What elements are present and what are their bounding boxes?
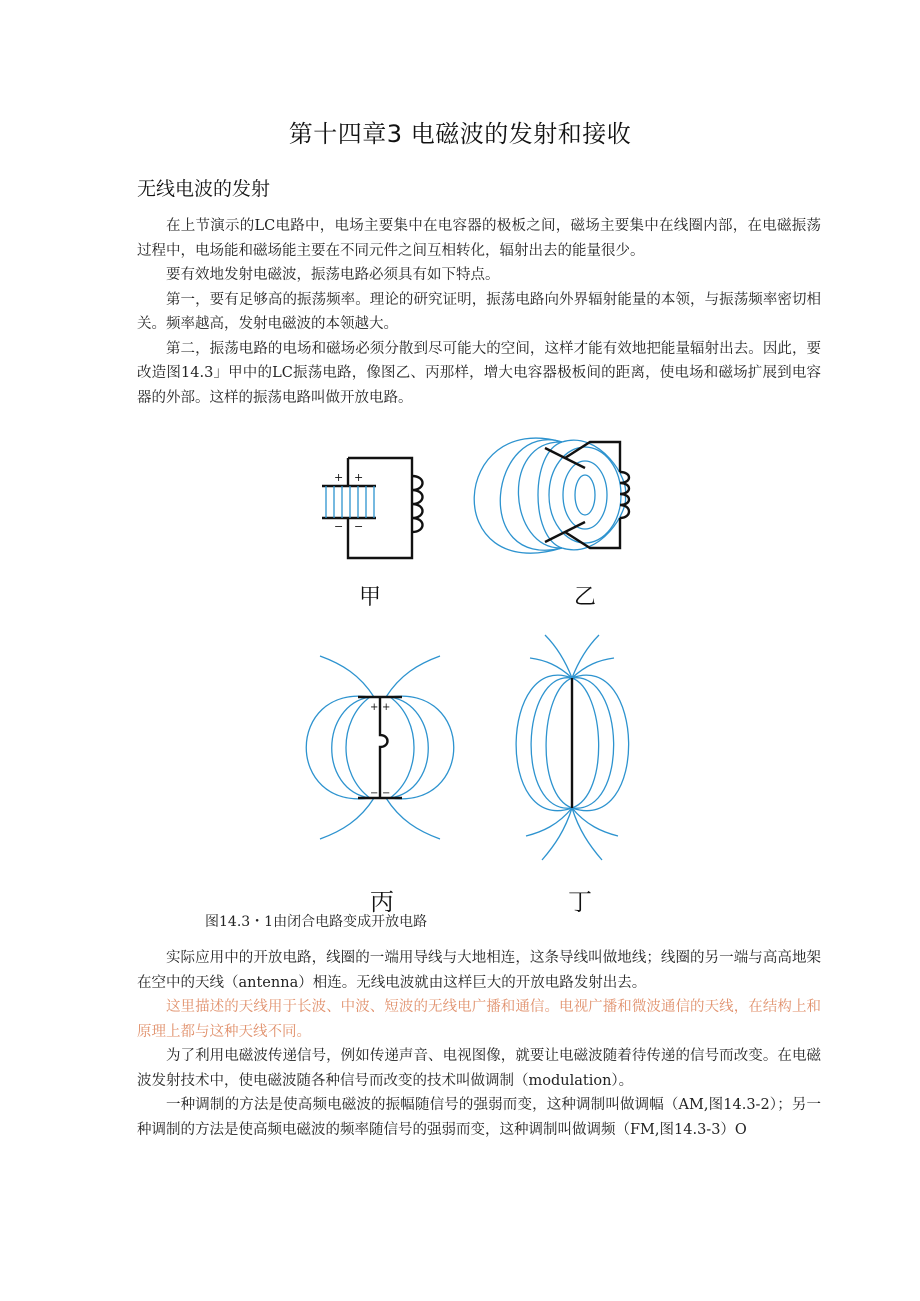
section-heading: 无线电波的发射	[137, 178, 271, 200]
plus-sign: +	[382, 702, 391, 713]
diagram-jia	[322, 458, 423, 558]
intro-text	[137, 214, 821, 410]
paragraph: 实际应用中的开放电路，线圈的一端用导线与大地相连，这条导线叫做地线；线圈的另一端与高高地架在空中的天线（antenna）相连。无线电波就由这样巨大的开放电路发射出去。	[137, 950, 821, 991]
label-yi: 乙	[573, 585, 597, 610]
diagram-bing	[306, 656, 454, 839]
paragraph: 第一，要有足够高的振荡频率。理论的研究证明，振荡电路向外界辐射能量的本领，与振荡频率密切相关。频率越高，发射电磁波的本领越大。	[137, 291, 821, 332]
label-ding: 丁	[568, 888, 592, 915]
label-jia: 甲	[358, 585, 382, 610]
plus-sign: +	[334, 471, 344, 484]
minus-sign: −	[370, 788, 379, 799]
page-title: 第十四章3 电磁波的发射和接收	[288, 120, 632, 148]
figure-caption: 图14.3・1由闭合电路变成开放电路	[205, 914, 428, 930]
paragraph: 第二，振荡电路的电场和磁场必须分散到尽可能大的空间，这样才能有效地把能量辐射出去。因此，要改造图14.3」甲中的LC振荡电路，像图乙、丙那样，增大电容器极板间的距离，使电场和磁场扩展到电容器的外部。这样的振荡电路叫做开放电路。	[137, 340, 821, 406]
minus-sign: −	[382, 788, 391, 799]
minus-sign: −	[354, 520, 364, 533]
paragraph: 要有效地发射电磁波，振荡电路必须具有如下特点。	[166, 267, 500, 283]
plus-sign: +	[370, 702, 379, 713]
paragraph: 在上节演示的LC电路中，电场主要集中在电容器的极板之间，磁场主要集中在线圈内部，在电磁振荡过程中，电场能和磁场能主要在不同元件之间互相转化，辐射出去的能量很少。	[137, 218, 821, 259]
minus-sign: −	[334, 520, 344, 533]
label-bing: 丙	[370, 888, 394, 915]
body-text	[137, 946, 821, 1142]
paragraph: 一种调制的方法是使高频电磁波的振幅随信号的强弱而变，这种调制叫做调幅（AM,图14.3-2）；另一种调制的方法是使高频电磁波的频率随信号的强弱而变，这种调制叫做调频（FM,图14.3-3）O	[137, 1097, 821, 1138]
note-paragraph: 这里描述的天线用于长波、中波、短波的无线电广播和通信。电视广播和微波通信的天线，在结构上和原理上都与这种天线不同。	[137, 999, 821, 1040]
paragraph: 为了利用电磁波传递信号，例如传递声音、电视图像，就要让电磁波随着待传递的信号而改变。在电磁波发射技术中，使电磁波随各种信号而改变的技术叫做调制（modulation）。	[137, 1048, 821, 1089]
diagram-ding	[516, 635, 629, 860]
diagram-yi	[474, 438, 629, 553]
plus-sign: +	[354, 471, 364, 484]
figure-open-circuit	[280, 420, 640, 915]
